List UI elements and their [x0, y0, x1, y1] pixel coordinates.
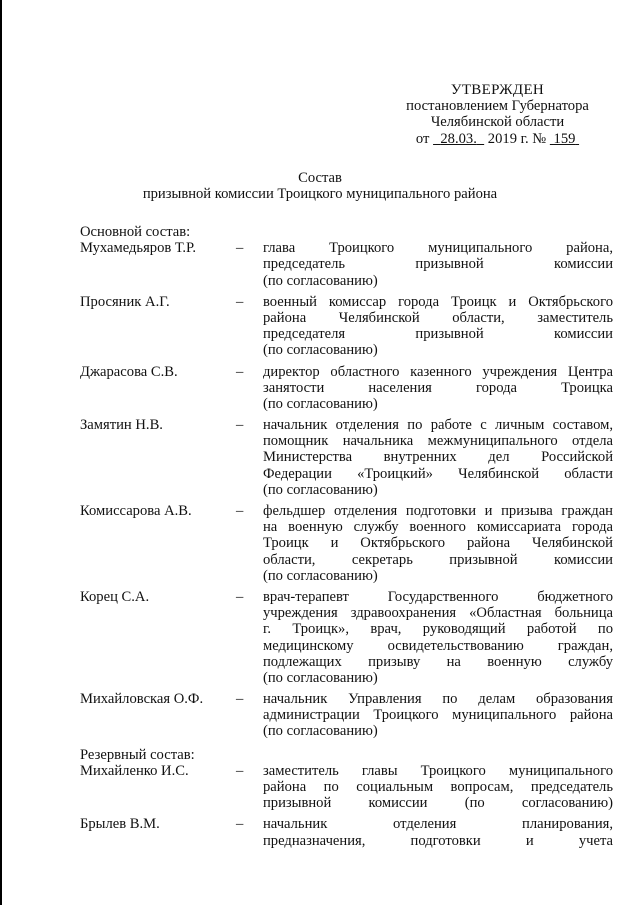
dash-separator: – [236, 363, 244, 380]
member-name: Комиссарова А.В. [80, 503, 192, 520]
position-line: района Челябинской области, заместитель [263, 309, 613, 326]
position-line: занятости населения города Троицка [263, 379, 613, 396]
page-edge-line [0, 0, 2, 905]
position-line: медицинскому освидетельствованию граждан, [263, 637, 613, 654]
member-position [263, 816, 613, 848]
dash-separator: – [236, 293, 244, 310]
member-name: Корец С.А. [80, 588, 150, 605]
member-name: Замятин Н.В. [80, 417, 163, 434]
position-line: начальник отделения по работе с личным составом, [263, 417, 613, 434]
reserve-composition-list [80, 763, 613, 849]
position-line: на военную службу военного комиссариата города [263, 519, 613, 536]
document-title [0, 170, 640, 202]
position-line: председатель призывной комиссии [263, 256, 613, 273]
position-line: начальник Управления по делам образования [263, 691, 613, 708]
member-row [80, 589, 613, 686]
member-row [80, 816, 613, 848]
approval-region: Челябинской области [430, 114, 565, 131]
position-line: предназначения, подготовки и учета [263, 832, 613, 849]
position-line: заместитель главы Троицкого муниципального [263, 762, 613, 779]
position-line: учреждения здравоохранения «Областная больница [263, 605, 613, 622]
member-name: Мухамедьяров Т.Р. [80, 240, 196, 257]
date-prefix: от [415, 130, 430, 147]
position-line: военный комиссар города Троицк и Октябрьского [263, 293, 613, 310]
position-line: администрации Троицкого муниципального района [263, 707, 613, 724]
dash-separator: – [236, 762, 244, 779]
member-row [80, 691, 613, 740]
position-line: начальник отделения планирования, [263, 816, 613, 833]
dash-separator: – [236, 691, 244, 708]
position-line: г. Троицк», врач, руководящий работой по [263, 621, 613, 638]
member-position [263, 240, 613, 289]
position-line: глава Троицкого муниципального района, [263, 240, 613, 257]
title-line-2: призывной комиссии Троицкого муниципального района [142, 186, 498, 203]
approval-year: 2019 г. № [487, 130, 547, 147]
position-line: (по согласованию) [263, 723, 378, 740]
position-line: района по социальным вопросам, председатель [263, 779, 613, 796]
position-line: врач-терапевт Государственного бюджетного [263, 588, 613, 605]
member-position [263, 763, 613, 812]
member-row [80, 364, 613, 413]
member-position [263, 364, 613, 413]
member-position [263, 294, 613, 359]
member-name: Михайленко И.С. [80, 762, 189, 779]
dash-separator: – [236, 503, 244, 520]
member-row [80, 417, 613, 498]
position-line: директор областного казенного учреждения Центра [263, 363, 613, 380]
position-line: фельдшер отделения подготовки и призыва граждан [263, 503, 613, 520]
position-line: Министерства внутренних дел Российской [263, 449, 613, 466]
approval-date: 28.03. [440, 130, 477, 147]
member-position [263, 691, 613, 740]
position-line: (по согласованию) [263, 669, 378, 686]
position-line: (по согласованию) [263, 481, 378, 498]
member-name: Михайловская О.Ф. [80, 691, 204, 708]
member-row [80, 294, 613, 359]
position-line: (по согласованию) [263, 272, 378, 289]
position-line: Федерации «Троицкий» Челябинской области [263, 465, 613, 482]
approval-heading: УТВЕРЖДЕН [450, 82, 545, 98]
position-line: (по согласованию) [263, 342, 378, 359]
position-line: призывной комиссии (по согласованию) [263, 795, 613, 812]
member-position [263, 417, 613, 498]
position-line: области, секретарь призывной комиссии [263, 551, 613, 568]
reserve-composition-label: Резервный состав: [80, 746, 195, 763]
approval-authority: постановлением Губернатора [406, 98, 589, 115]
member-name: Джарасова С.В. [80, 363, 178, 380]
member-row [80, 503, 613, 584]
main-composition-list [80, 240, 613, 739]
position-line: подлежащих призыву на военную службу [263, 653, 613, 670]
member-position [263, 589, 613, 686]
position-line: (по согласованию) [263, 395, 378, 412]
dash-separator: – [236, 240, 244, 257]
position-line: Троицк и Октябрьского района Челябинской [263, 535, 613, 552]
dash-separator: – [236, 588, 244, 605]
approval-number: 159 [553, 130, 576, 147]
main-composition-label: Основной состав: [80, 224, 191, 240]
member-position [263, 503, 613, 584]
member-row [80, 763, 613, 812]
commission-list [80, 224, 613, 849]
member-row [80, 240, 613, 289]
member-name: Просяник А.Г. [80, 293, 170, 310]
approval-stamp [395, 82, 600, 147]
position-line: председателя призывной комиссии [263, 326, 613, 343]
approval-date-line [395, 131, 600, 147]
member-name: Брылев В.М. [80, 816, 160, 833]
position-line: помощник начальника межмуниципального отдела [263, 433, 613, 450]
title-line-1: Состав [298, 170, 342, 186]
dash-separator: – [236, 417, 244, 434]
position-line: (по согласованию) [263, 567, 378, 584]
dash-separator: – [236, 816, 244, 833]
